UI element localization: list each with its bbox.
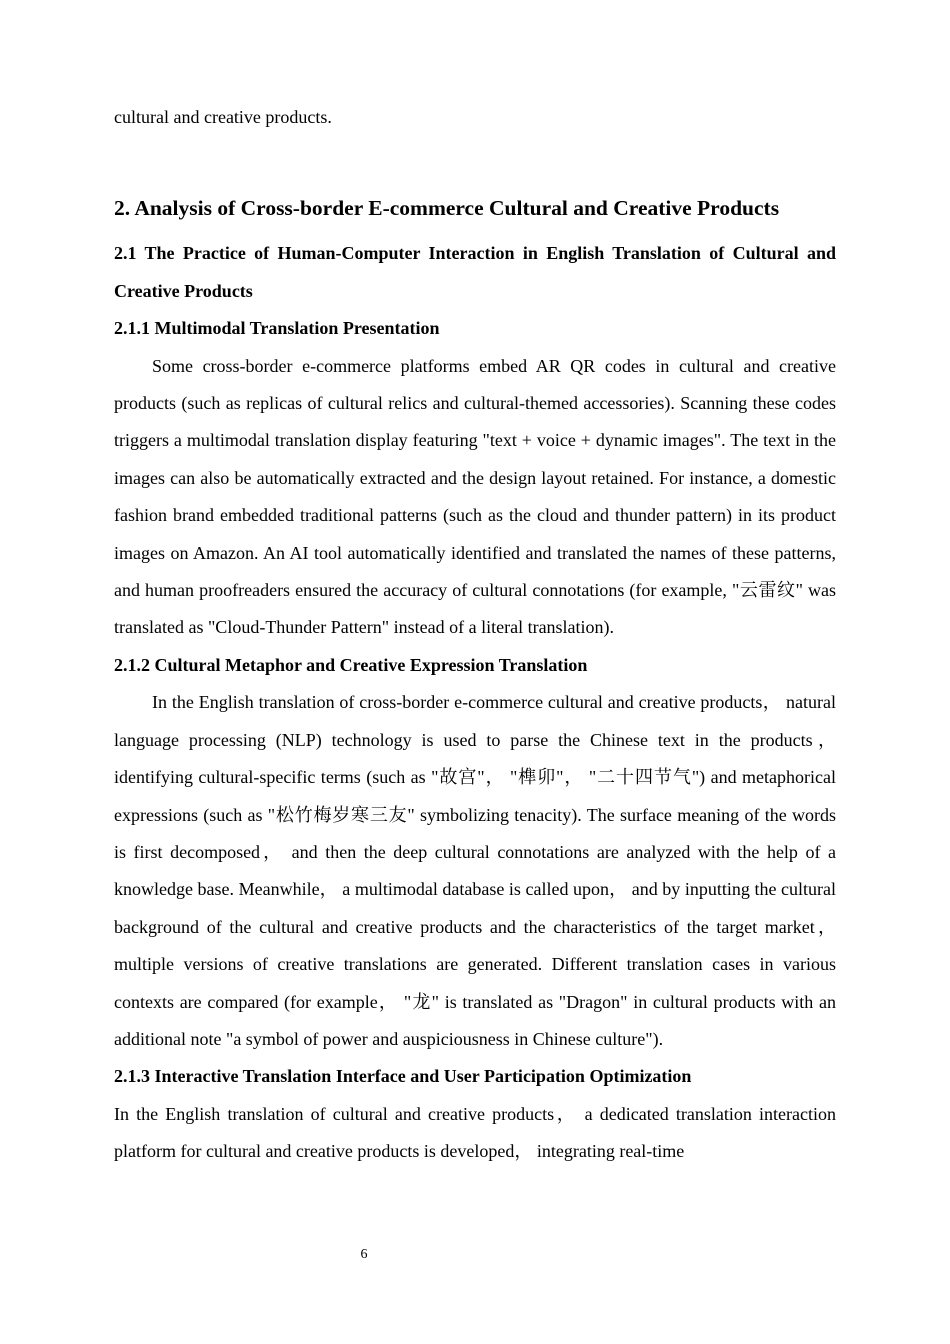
- lead-line: cultural and creative products.: [114, 107, 332, 127]
- section-2-heading: 2. Analysis of Cross-border E-commerce Cultural and Creative Products: [114, 196, 780, 221]
- page-content: [114, 99, 836, 1171]
- section-2-1-3-paragraph: In the English translation of cultural and creative products， a dedicated translation interaction platform for cultural and creative products is developed， integrating real-time: [114, 1103, 836, 1162]
- page-number: 6: [360, 1247, 368, 1262]
- section-2-1-1-heading: 2.1.1 Multimodal Translation Presentation: [114, 318, 440, 339]
- section-2-1-2-heading: 2.1.2 Cultural Metaphor and Creative Expression Translation: [114, 654, 588, 675]
- section-2-1-3-heading: 2.1.3 Interactive Translation Interface and User Participation Optimization: [114, 1066, 692, 1087]
- section-2-1-1-paragraph: Some cross-border e-commerce platforms embed AR QR codes in cultural and creative products (such as replicas of cultural relics and cultural-themed accessories). Scanning these codes triggers a multimodal translation display featuring "text + voice + dynamic images". The text in the images can also be automatically extracted and the design layout retained. For instance, a domestic fashion brand embedded traditional patterns (such as the cloud and thunder pattern) in its product images on Amazon. An AI tool automatically identified and translated the names of these patterns, and human proofreaders ensured the accuracy of cultural connotations (for example, "云雷纹" was translated as "Cloud-Thunder Pattern" instead of a literal translation).: [114, 355, 836, 638]
- section-2-1-2-paragraph: In the English translation of cross-border e-commerce cultural and creative products， natural language processing (NLP) technology is used to parse the Chinese text in the products， identifying cultural-specific terms (such as "故宫"， "榫卯"， "二十四节气") and metaphorical expressions (such as "松竹梅岁寒三友" symbolizing tenacity). The surface meaning of the words is first decomposed， and then the deep cultural connotations are analyzed with the help of a knowledge base. Meanwhile， a multimodal database is called upon， and by inputting the cultural background of the cultural and creative products and the characteristics of the target market， multiple versions of creative translations are generated. Different translation cases in various contexts are compared (for example， "龙" is translated as "Dragon" in cultural products with an additional note "a symbol of power and auspiciousness in Chinese culture").: [114, 692, 836, 1049]
- section-2-1-heading: 2.1 The Practice of Human-Computer Interaction in English Translation of Cultural and Creative Products: [114, 243, 836, 301]
